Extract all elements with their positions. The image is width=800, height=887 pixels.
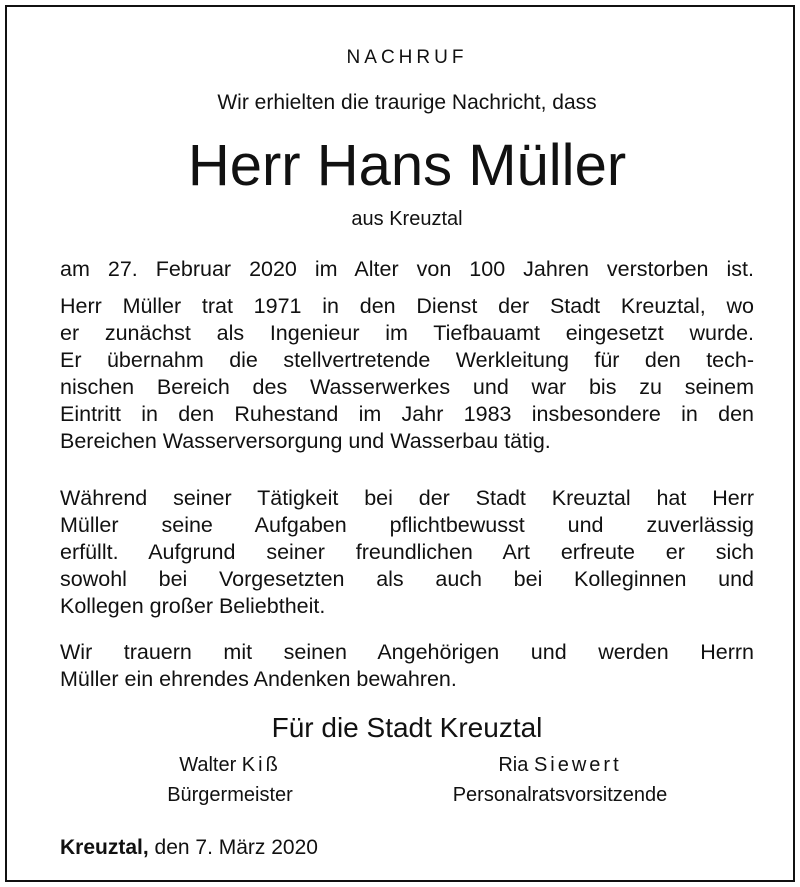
paragraph-line: Eintritt in den Ruhestand im Jahr 1983 insbesondere in den bbox=[60, 402, 754, 426]
paragraph-line: Er übernahm die stellvertretende Werkleitung für den tech- bbox=[60, 348, 754, 372]
paragraph-line: Müller seine Aufgaben pflichtbewusst und zuverlässig bbox=[60, 513, 754, 537]
paragraph-line: nischen Bereich des Wasserwerkes und war bis zu seinem bbox=[60, 375, 754, 399]
paragraph-line: am 27. Februar 2020 im Alter von 100 Jahren verstorben ist. bbox=[60, 257, 754, 281]
paragraph-condolence bbox=[60, 639, 754, 693]
signatory-last-name: Kiß bbox=[241, 754, 281, 776]
signatory-name bbox=[120, 750, 340, 780]
obituary-heading: NACHRUF bbox=[346, 47, 468, 68]
paragraph-line: sowohl bei Vorgesetzten als auch bei Kolleginnen und bbox=[60, 567, 754, 591]
deceased-origin: aus Kreuztal bbox=[351, 208, 463, 230]
footer-place: Kreuztal, bbox=[60, 836, 149, 859]
signatory-first-name: Ria bbox=[498, 754, 534, 776]
paragraph-line: er zunächst als Ingenieur im Tiefbauamt eingesetzt wurde. bbox=[60, 321, 754, 345]
organization-name: Für die Stadt Kreuztal bbox=[271, 712, 543, 743]
paragraph-line: Während seiner Tätigkeit bei der Stadt Kreuztal hat Herr bbox=[60, 486, 754, 510]
paragraph-character bbox=[60, 485, 754, 620]
paragraph-line: Wir trauern mit seinen Angehörigen und werden Herrn bbox=[60, 640, 754, 664]
signatory-title: Personalratsvorsitzende bbox=[452, 784, 668, 806]
footer-date: den 7. März 2020 bbox=[154, 836, 318, 859]
obituary-frame bbox=[5, 5, 795, 882]
paragraph-line: Müller ein ehrendes Andenken bewahren. bbox=[60, 667, 457, 691]
place-date-line bbox=[60, 836, 754, 860]
signatory-name bbox=[410, 750, 710, 780]
paragraph-line: Herr Müller trat 1971 in den Dienst der Stadt Kreuztal, wo bbox=[60, 294, 754, 318]
signatory-first-name: Walter bbox=[179, 754, 242, 776]
paragraph-death-date bbox=[60, 256, 754, 283]
signatory-last-name: Siewert bbox=[533, 754, 622, 776]
paragraph-line: Bereichen Wasserversorgung und Wasserbau tätig. bbox=[60, 429, 551, 453]
deceased-name: Herr Hans Müller bbox=[187, 133, 627, 198]
signatory-mayor bbox=[120, 750, 340, 810]
paragraph-line: Kollegen großer Beliebtheit. bbox=[60, 594, 326, 618]
signatory-title: Bürgermeister bbox=[167, 784, 293, 806]
signatory-staff-council bbox=[410, 750, 710, 810]
paragraph-career bbox=[60, 293, 754, 455]
paragraph-line: erfüllt. Aufgrund seiner freundlichen Art erfreute er sich bbox=[60, 540, 754, 564]
intro-text: Wir erhielten die traurige Nachricht, dass bbox=[217, 91, 597, 114]
